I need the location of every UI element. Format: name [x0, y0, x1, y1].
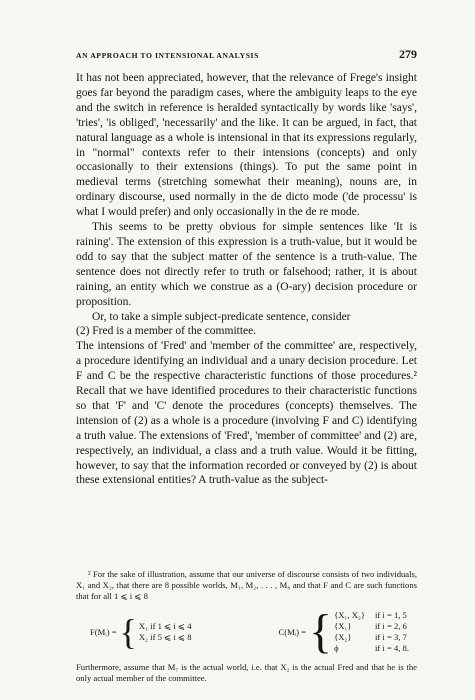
- formula-c-condition: if i = 4, 8.: [375, 643, 409, 653]
- body-text: [76, 71, 417, 488]
- formula-f-case: X₂ if 5 ⩽ i ⩽ 8: [138, 632, 192, 642]
- paragraph-3: Or, to take a simple subject-predicate sentence, consider: [92, 310, 351, 323]
- formula-f-case: X₁ if 1 ⩽ i ⩽ 4: [138, 621, 192, 631]
- formula-c-condition: if i = 2, 6: [375, 621, 407, 631]
- formula-c-condition: if i = 1, 5: [375, 610, 407, 620]
- footnote-text: ² For the sake of illustration, assume that our universe of discourse consists of two individuals, X₁ and X₂, that there are 8 possible worlds, M₁, M₂, . . . , M₈ and that F and C are such functions that for all 1 ⩽ i ⩽ 8: [76, 569, 417, 601]
- formula-c-value: {X₁}: [334, 621, 352, 631]
- running-title: AN APPROACH TO INTENSIONAL ANALYSIS: [76, 51, 259, 60]
- page-header: [76, 47, 417, 62]
- formula-f-lhs: F(Mᵢ) =: [90, 626, 117, 637]
- example-sentence: (2) Fred is a member of the committee.: [76, 325, 257, 338]
- formula-c-cases: [334, 610, 409, 654]
- formula-c-condition: if i = 3, 7: [375, 632, 407, 642]
- formula-c-value: {X₂}: [334, 632, 352, 642]
- paragraph-4: The intensions of 'Fred' and 'member of the committee' are, respectively, a procedure identifying an individual and a unary decision procedure. Let F and C be the respective characteristic functions of those procedures.² Recall that we have identified procedures to their characteristic functions so that 'F' and 'C' denote the procedures (concepts) themselves. The intension of (2) as a whole is a procedure (involving F and C) identifying a truth value. The extensions of 'Fred', 'member of committee' and (2) are, respectively, an individual, a class and a truth value. Would it be fitting, however, to say that the information recorded or conveyed by (2) is about these extensional entities? A truth-value as the subject-: [76, 340, 417, 487]
- paragraph-2: This seems to be pretty obvious for simple sentences like 'It is raining'. The extension of this expression is a truth-value, but it would be odd to say that the subject matter of the sentence is a truth-value. The sentence does not directly refer to truth or falsehood; rather, it is about raining, an entity which we construe as a (O-ary) decision procedure or proposition.: [76, 221, 417, 308]
- left-brace-icon: {: [119, 612, 137, 652]
- formula-c-value: {X₁, X₂}: [334, 610, 366, 620]
- footnote-continuation: Furthermore, assume that M₇ is the actual world, i.e. that X₂ is the actual Fred and that he is the only actual member of the committee.: [76, 662, 417, 683]
- formula-c-lhs: C(Mᵢ) =: [278, 626, 307, 637]
- formula-f: [90, 614, 192, 650]
- page-number: 279: [399, 47, 417, 61]
- footnote-block: [76, 569, 417, 684]
- formula-f-cases: [139, 621, 192, 643]
- paragraph-1: It has not been appreciated, however, that the relevance of Frege's insight goes far beyond the paradigm cases, where the ambiguity leaps to the eye and the switch in reference is heralded syntactically by words like 'says', 'tries', 'is obliged', 'necessarily' and the like. It can be argued, in fact, that natural language as a whole is intensional in that its expressions regularly, in "normal" contexts refer to their intensions (concepts) and only occasionally to their extensions (things). To put the same point in medieval terms (stretching somewhat their meaning), nouns are, in ordinary discourse, used normally in the de dicto mode ('de processu' is what I would prefer) and only occasionally in the de re mode.: [76, 72, 417, 219]
- formula-c: [278, 605, 409, 658]
- footnote-formulas: [90, 605, 409, 658]
- left-brace-icon: {: [309, 605, 333, 658]
- formula-c-value: ϕ: [334, 643, 339, 653]
